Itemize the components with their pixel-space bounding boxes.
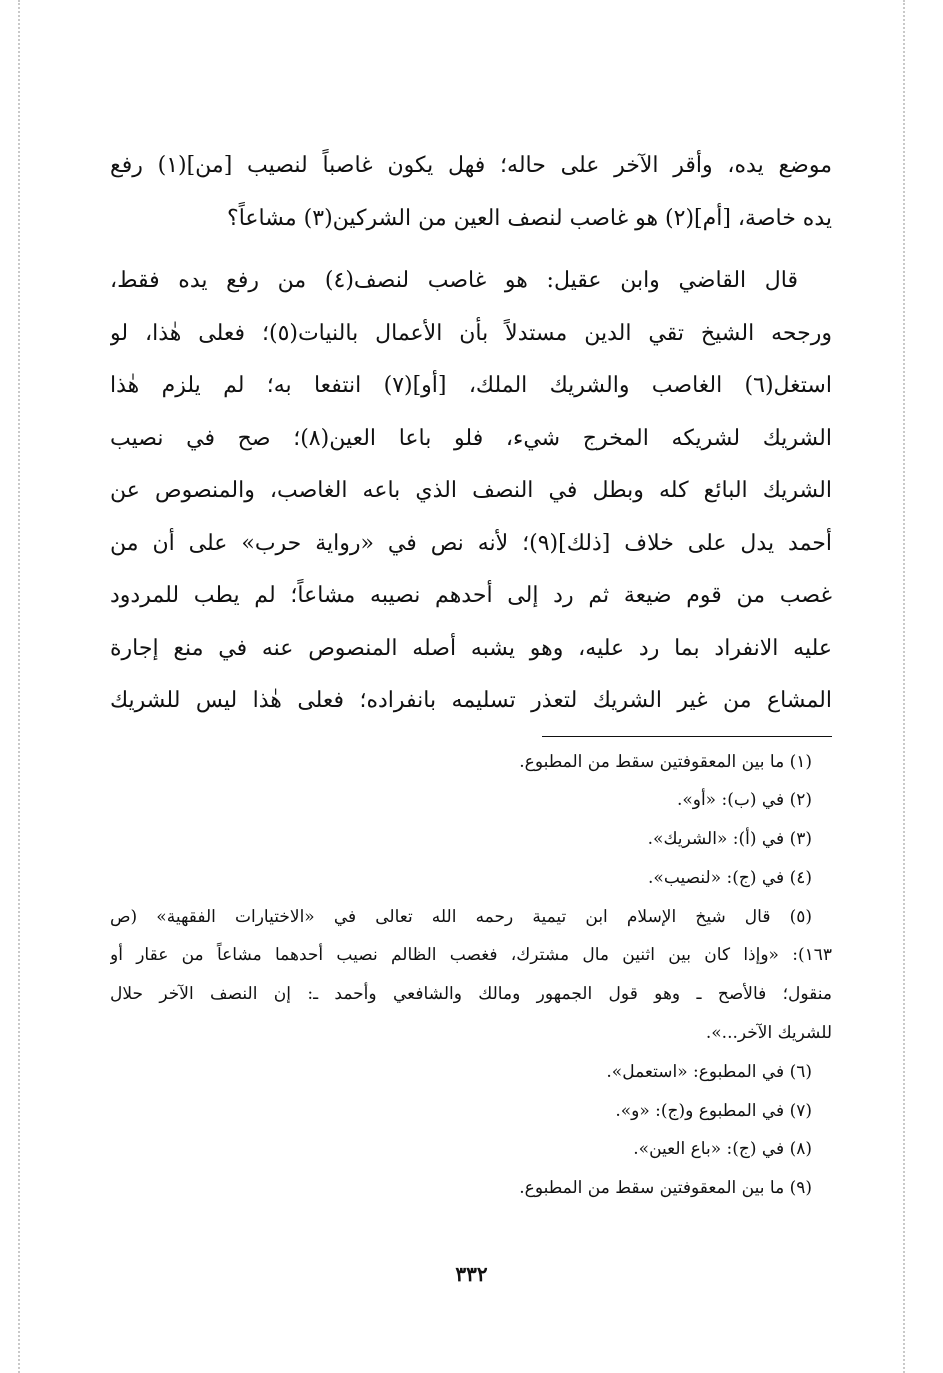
body-line: غصب من قوم ضيعة ثم رد إلى أحدهم نصيبه مشاعاً؛ لم يطب للمردود	[110, 583, 832, 608]
footnote-8	[110, 1130, 832, 1169]
footnote-line: (٢) في (ب): «أو».	[676, 790, 812, 811]
footnote-line: للشريك الآخر...».	[705, 1023, 832, 1044]
footnotes-list	[110, 743, 832, 1209]
body-line: الشريك لشريكه المخرج شيء، فلو باعا العين(٨)؛ صح في نصيب	[110, 425, 832, 451]
body-paragraph-2	[110, 255, 832, 728]
footnote-2	[110, 781, 832, 820]
page-number: ٣٣٢	[455, 1262, 488, 1286]
body-line: أحمد يدل على خلاف [ذلك](٩)؛ لأنه نص في «رواية حرب» على أن من	[110, 530, 832, 556]
footnote-line: (٩) ما بين المعقوفتين سقط من المطبوع.	[519, 1178, 812, 1199]
footnote-1	[110, 743, 832, 782]
scan-margin-dots-right	[903, 0, 905, 1373]
footnote-line: (٧) في المطبوع و(ج): «و».	[615, 1100, 812, 1121]
footnote-line: (٥) قال شيخ الإسلام ابن تيمية رحمه الله تعالى في «الاختيارات الفقهية» (ص	[110, 906, 812, 927]
footnote-6	[110, 1053, 832, 1092]
footnote-line: (٦) في المطبوع: «استعمل».	[606, 1061, 812, 1082]
footnote-line: ١٦٣): «وإذا كان بين اثنين مال مشترك، فغصب الظالم نصيب أحدهما مشاعاً من عقار أو	[110, 945, 832, 966]
footnote-line: (٨) في (ج): «باع العين».	[633, 1139, 812, 1160]
scan-margin-dots-left	[18, 0, 20, 1373]
footnote-9	[110, 1169, 832, 1208]
footnote-line: (٣) في (أ): «الشريك».	[647, 829, 812, 850]
body-line: الشريك البائع كله وبطل في النصف الذي باعه الغاصب، والمنصوص عن	[110, 478, 832, 503]
footnote-7	[110, 1092, 832, 1131]
footnote-line: منقول؛ فالأصح ـ وهو قول الجمهور ومالك والشافعي وأحمد ـ: إن النصف الآخر حلال	[110, 984, 832, 1005]
body-line: المشاع من غير الشريك لتعذر تسليمه بانفراده؛ فعلى هٰذا ليس للشريك	[110, 688, 832, 713]
body-line: موضع يده، وأقر الآخر على حاله؛ فهل يكون غاصباً لنصيب [من](١) رفع	[110, 153, 832, 178]
footnote-line: (١) ما بين المعقوفتين سقط من المطبوع.	[519, 751, 812, 772]
body-paragraph-1	[110, 140, 832, 245]
footnote-separator	[542, 736, 832, 737]
body-line: استغل(٦) الغاصب والشريك الملك، [أو](٧) انتفعا به؛ لم يلزم هٰذا	[110, 373, 832, 398]
body-line: يده خاصة، [أم](٢) هو غاصب لنصف العين من الشركين(٣) مشاعاً؟	[227, 205, 832, 231]
body-line: قال القاضي وابن عقيل: هو غاصب لنصف(٤) من رفع يده فقط،	[110, 268, 799, 293]
body-line: ورجحه الشيخ تقي الدين مستدلاً بأن الأعمال بالنيات(٥)؛ فعلى هٰذا، لو	[110, 320, 832, 346]
page-content	[110, 140, 832, 1208]
footnote-4	[110, 859, 832, 898]
body-line: عليه الانفراد بما رد عليه، وهو يشبه أصله المنصوص عنه في منع إجارة	[110, 635, 832, 661]
footnote-3	[110, 820, 832, 859]
footnote-5	[110, 898, 832, 1053]
footnote-line: (٤) في (ج): «لنصيب».	[648, 867, 812, 888]
